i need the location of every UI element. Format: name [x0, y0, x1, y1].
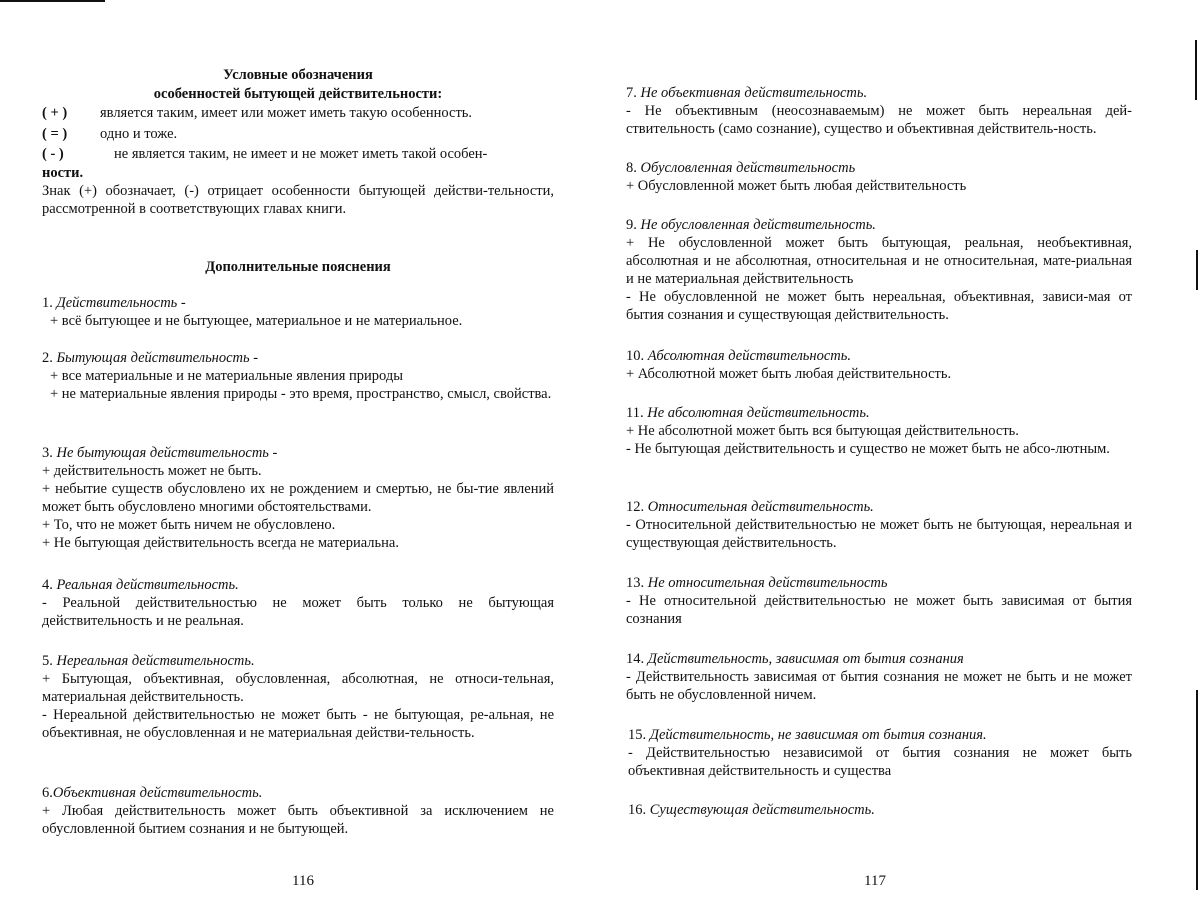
item-title: Не относительная действительность [647, 575, 888, 591]
item-title: Действительность, не зависимая от бытия сознания. [649, 727, 987, 743]
item-line: + Любая действительность может быть объективной за исключением не обусловленной бытием сознания и не бытующей. [42, 803, 554, 837]
page-number-left: 116 [292, 873, 314, 889]
legend-continuation: ности. [42, 165, 84, 181]
item-title: Относительная действительность. [647, 499, 874, 515]
item-number: 16. [628, 802, 647, 818]
definition-item [626, 84, 1132, 138]
legend-title-2: особенностей бытующей действительности: [153, 86, 443, 102]
item-title: Существующая действительность. [649, 802, 875, 818]
item-number: 15. [628, 727, 647, 743]
item-number: 11. [626, 405, 644, 421]
item-line: - Действительностью независимой от бытия сознания не может быть объективная действительность и существа [628, 745, 1132, 779]
item-line: + не материальные явления природы - это время, пространство, смысл, свойства. [50, 386, 552, 402]
legend-symbol: ( - ) [42, 146, 64, 162]
legend-symbol: ( = ) [42, 126, 68, 142]
definition-item [626, 404, 1132, 458]
definition-item [42, 444, 554, 552]
legend-symbol: ( + ) [42, 105, 68, 121]
item-title: Действительность, зависимая от бытия сознания [647, 651, 964, 667]
definition-item [42, 576, 554, 630]
item-title: Действительность - [56, 295, 186, 311]
definition-item [628, 801, 1132, 819]
item-line: + Не обусловленной может быть бытующая, реальная, необъективная, абсолютная и не абсолютная, относительная и не относительная, мате-риальная и не материальная действительность [626, 235, 1132, 287]
scan-edge-right-3 [1196, 690, 1198, 890]
definition-item [626, 574, 1132, 628]
item-number: 5. [42, 653, 53, 669]
definition-item [42, 349, 554, 403]
scan-edge-right-1 [1195, 40, 1197, 100]
legend-row [42, 125, 554, 143]
item-line: + Не бытующая действительность всегда не материальна. [42, 535, 399, 551]
item-line: + всё бытующее и не бытующее, материальное и не материальное. [50, 313, 463, 329]
item-title: Не обусловленная действительность. [640, 217, 876, 233]
item-line: + все материальные и не материальные явления природы [50, 368, 404, 384]
item-title: Объективная действительность. [52, 785, 263, 801]
item-title: Не абсолютная действительность. [647, 405, 870, 421]
item-line: + действительность может не быть. [42, 463, 262, 479]
item-title: Не бытующая действительность - [56, 445, 278, 461]
item-title: Абсолютная действительность. [647, 348, 851, 364]
item-line: + Обусловленной может быть любая действительность [626, 178, 967, 194]
item-line: - Реальной действительностью не может быть только не бытующая действительность и не реальная. [42, 595, 554, 629]
page-number-right: 117 [864, 873, 886, 889]
item-number: 6. [42, 785, 53, 801]
definition-item [626, 498, 1132, 552]
item-number: 13. [626, 575, 645, 591]
legend-title-1: Условные обозначения [223, 67, 373, 83]
item-line: - Нереальной действительностью не может быть - не бытующая, ре-альная, не объективная, не обусловленная и не материальная действи-тельность. [42, 707, 554, 741]
item-number: 8. [626, 160, 637, 176]
definition-item [628, 726, 1132, 780]
scan-edge-right-2 [1196, 250, 1198, 290]
item-line: - Не бытующая действительность и существо не может быть не абсо-лютным. [626, 441, 1110, 457]
definition-item [42, 294, 554, 330]
definition-item [42, 784, 554, 838]
item-title: Обусловленная действительность [640, 160, 856, 176]
legend-row [42, 104, 554, 122]
legend-text: является таким, имеет или может иметь такую особенность. [100, 105, 473, 121]
item-line: - Относительной действительностью не может быть не бытующая, нереальная и существующая действительность. [626, 517, 1132, 551]
item-number: 4. [42, 577, 53, 593]
item-number: 10. [626, 348, 645, 364]
item-line: - Не обусловленной не может быть нереальная, объективная, зависи-мая от бытия сознания и существующая действительность. [626, 289, 1132, 323]
definition-item [626, 650, 1132, 704]
item-line: + небытие существ обусловлено их не рождением и смертью, не бы-тие явлений может быть обусловлено многими обстоятельствами. [42, 481, 554, 515]
definition-item [626, 159, 1132, 195]
item-line: + Абсолютной может быть любая действительность. [626, 366, 952, 382]
scan-edge-top-left [0, 0, 105, 2]
legend-text: не является таким, не имеет и не может иметь такой особен- [114, 146, 488, 162]
item-line: - Не объективным (неосознаваемым) не может быть нереальная дей-ствительность (само сознание), существо и объективная действитель-ность. [626, 103, 1132, 137]
item-line: - Не относительной действительностью не может быть зависимая от бытия сознания [626, 593, 1132, 627]
item-line: + Бытующая, объективная, обусловленная, абсолютная, не относи-тельная, материальная действительность. [42, 671, 554, 705]
item-number: 14. [626, 651, 645, 667]
item-title: Бытующая действительность - [56, 350, 259, 366]
item-number: 12. [626, 499, 645, 515]
definition-item [626, 347, 1132, 383]
section-title: Дополнительные пояснения [205, 259, 391, 275]
legend-row [42, 145, 554, 163]
item-title: Не объективная действительность. [640, 85, 868, 101]
item-number: 7. [626, 85, 637, 101]
legend-text: одно и тоже. [100, 126, 178, 142]
sign-note: Знак (+) обозначает, (-) отрицает особенности бытующей действи-тельности, рассмотренной в соответствующих главах книги. [42, 183, 554, 217]
item-number: 9. [626, 217, 637, 233]
item-number: 2. [42, 350, 53, 366]
definition-item [626, 216, 1132, 324]
item-line: + То, что не может быть ничем не обусловлено. [42, 517, 336, 533]
item-number: 3. [42, 445, 53, 461]
item-line: - Действительность зависимая от бытия сознания не может не быть и не может быть не обусловленной ничем. [626, 669, 1132, 703]
item-line: + Не абсолютной может быть вся бытующая действительность. [626, 423, 1019, 439]
item-title: Реальная действительность. [56, 577, 239, 593]
definition-item [42, 652, 554, 742]
item-number: 1. [42, 295, 53, 311]
item-title: Нереальная действительность. [56, 653, 255, 669]
